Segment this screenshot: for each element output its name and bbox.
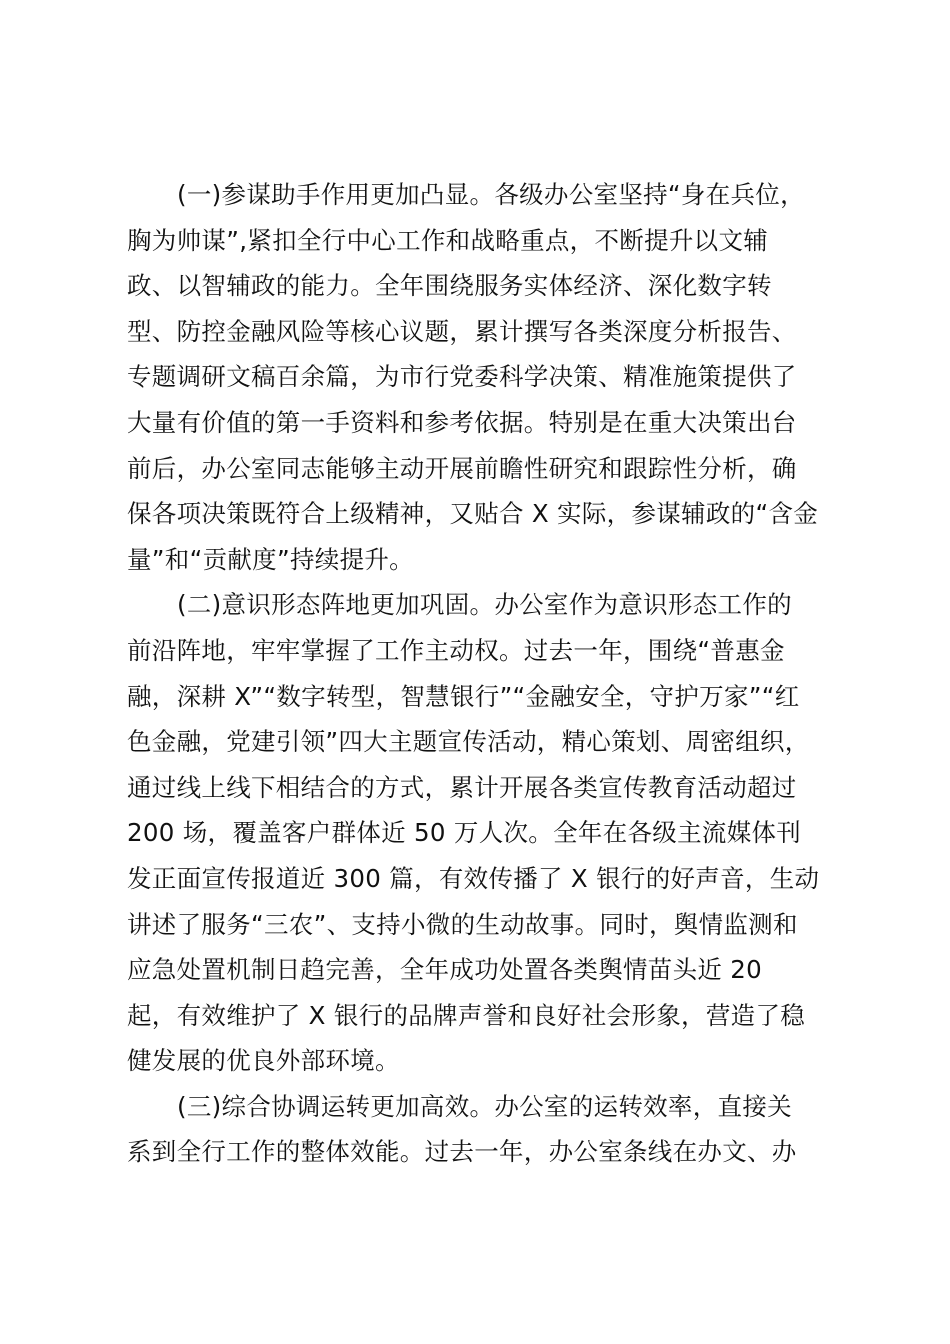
paragraph-1-line-1: (一)参谋助手作用更加凸显。各级办公室坚持“身在兵位， xyxy=(177,180,805,209)
paragraph-1-line-8: 保各项决策既符合上级精神，又贴合 X 实际，参谋辅政的“含金 xyxy=(127,499,819,529)
paragraph-2-line-1: (二)意识形态阵地更加巩固。办公室作为意识形态工作的 xyxy=(177,590,792,620)
paragraph-1-line-7: 前后，办公室同志能够主动开展前瞻性研究和跟踪性分析，确 xyxy=(127,453,797,483)
paragraph-2-line-3: 融，深耕 X”“数字转型，智慧银行”“金融安全，守护万家”“红 xyxy=(127,681,800,711)
paragraph-2-line-4: 色金融，党建引领”四大主题宣传活动，精心策划、周密组织， xyxy=(127,727,810,757)
paragraph-2-line-10: 起，有效维护了 X 银行的品牌声誉和良好社会形象，营造了稳 xyxy=(127,1000,806,1030)
paragraph-1-line-6: 大量有价值的第一手资料和参考依据。特别是在重大决策出台 xyxy=(127,407,797,437)
paragraph-2-line-5: 通过线上线下相结合的方式，累计开展各类宣传教育活动超过 xyxy=(127,772,797,802)
paragraph-3-line-1: (三)综合协调运转更加高效。办公室的运转效率，直接关 xyxy=(177,1091,792,1121)
paragraph-1-line-2: 胸为帅谋”,紧扣全行中心工作和战略重点，不断提升以文辅 xyxy=(127,225,769,255)
paragraph-2-line-8: 讲述了服务“三农”、支持小微的生动故事。同时，舆情监测和 xyxy=(127,909,798,939)
paragraph-2-line-7: 发正面宣传报道近 300 篇，有效传播了 X 银行的好声音，生动 xyxy=(127,863,820,893)
paragraph-2-line-11: 健发展的优良外部环境。 xyxy=(127,1046,400,1076)
paragraph-1-line-9: 量”和“贡献度”持续提升。 xyxy=(127,544,414,574)
paragraph-1-line-4: 型、防控金融风险等核心议题，累计撰写各类深度分析报告、 xyxy=(127,316,797,346)
paragraph-2-line-2: 前沿阵地，牢牢掌握了工作主动权。过去一年，围绕“普惠金 xyxy=(127,635,785,665)
body-text xyxy=(127,172,847,1175)
paragraph-1-line-3: 政、以智辅政的能力。全年围绕服务实体经济、深化数字转 xyxy=(127,271,772,301)
paragraph-2-line-6: 200 场，覆盖客户群体近 50 万人次。全年在各级主流媒体刊 xyxy=(127,818,802,848)
paragraph-1-line-5: 专题调研文稿百余篇，为市行党委科学决策、精准施策提供了 xyxy=(127,362,797,392)
paragraph-2-line-9: 应急处置机制日趋完善，全年成功处置各类舆情苗头近 20 xyxy=(127,955,763,985)
paragraph-3-line-2: 系到全行工作的整体效能。过去一年，办公室条线在办文、办 xyxy=(127,1137,797,1167)
